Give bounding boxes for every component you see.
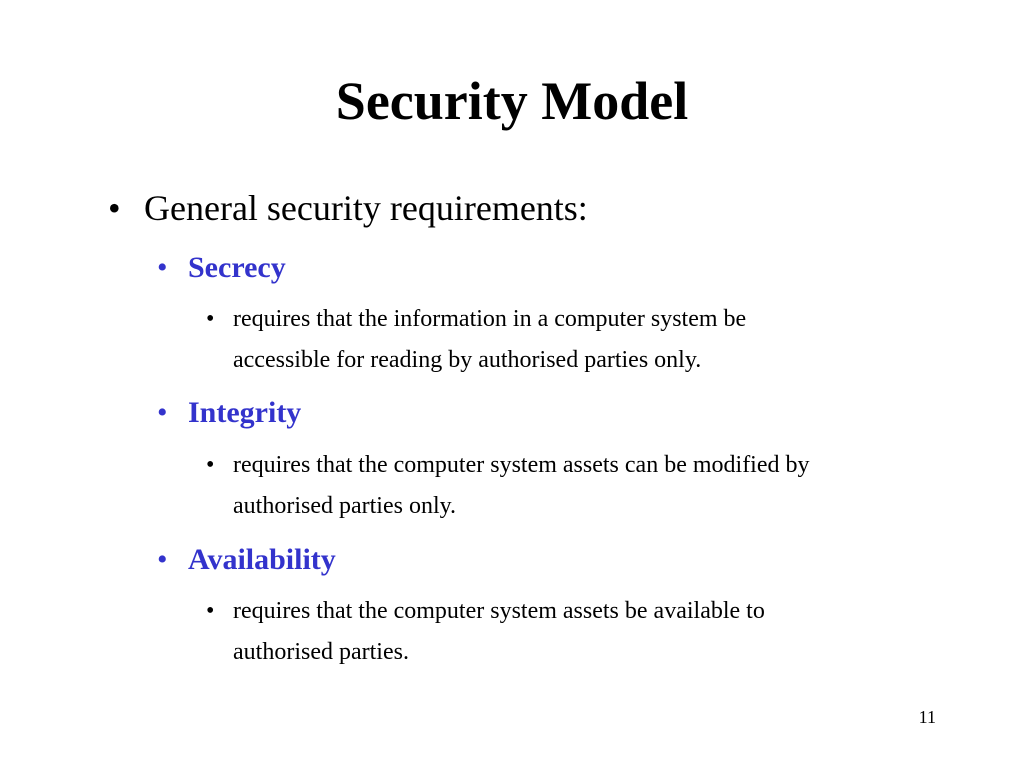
bullet-marker: •	[157, 396, 168, 429]
description-text	[233, 445, 933, 527]
description-text	[233, 299, 933, 381]
requirement-name: Integrity	[188, 396, 302, 429]
description-text	[233, 591, 933, 673]
requirement-name: Secrecy	[188, 251, 286, 284]
slide-title: Security Model	[335, 71, 689, 131]
description-line: requires that the information in a computer system be	[233, 306, 747, 332]
bullet-marker: •	[108, 188, 121, 228]
description-line: authorised parties.	[233, 639, 409, 665]
requirement-name: Availability	[188, 543, 336, 576]
bullet-marker: •	[157, 251, 168, 284]
page-number: 11	[918, 707, 936, 727]
description-line: requires that the computer system assets be available to	[233, 598, 765, 624]
description-line: requires that the computer system assets can be modified by	[233, 452, 810, 478]
bullet-marker: •	[206, 452, 215, 478]
intro-text: General security requirements:	[144, 188, 588, 228]
bullet-marker: •	[206, 598, 215, 624]
description-line: accessible for reading by authorised parties only.	[233, 347, 702, 373]
description-line: authorised parties only.	[233, 493, 457, 519]
bullet-marker: •	[157, 543, 168, 576]
bullet-marker: •	[206, 306, 215, 332]
